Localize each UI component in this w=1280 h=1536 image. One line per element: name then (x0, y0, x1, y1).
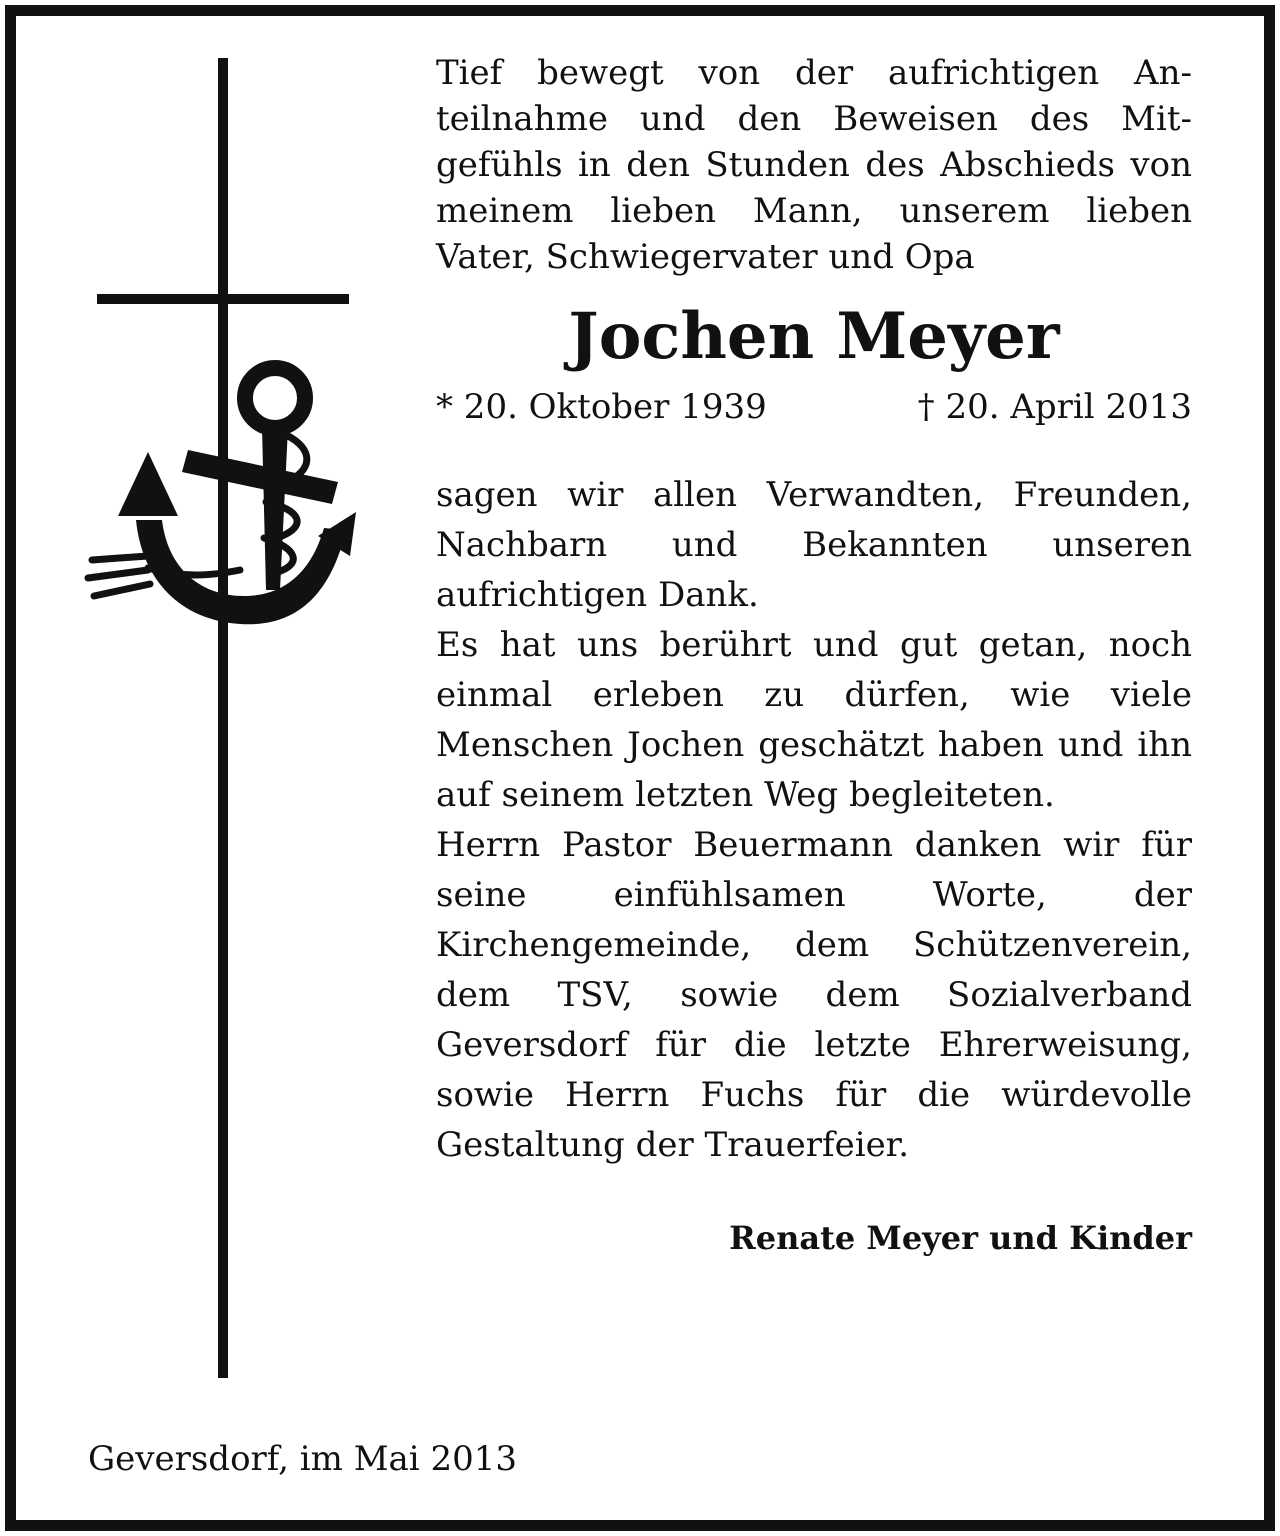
signature: Renate Meyer und Kinder (729, 1219, 1192, 1257)
anchor-ring (245, 368, 305, 428)
cross-anchor-icon (70, 50, 370, 1390)
place-and-date: Geversdorf, im Mai 2013 (88, 1439, 518, 1479)
deceased-name: Jochen Meyer (568, 299, 1060, 374)
anchor-left-fluke (118, 452, 178, 516)
life-dates (436, 384, 1192, 430)
notice-body (436, 50, 1192, 1260)
anchor-stock (182, 450, 338, 504)
cross-horizontal-beam (97, 294, 349, 304)
intro-text: Tief bewegt von der aufrichtigen Anteilnahme und den Beweisen des Mitgefühls in den Stunden des Abschieds von meinem lieben Mann, unserem lieben Vater, Schwiegervater und Opa (436, 53, 1192, 277)
birth-date: * 20. Oktober 1939 (436, 387, 767, 427)
thanks-paragraph-3: Herrn Pastor Beuermann danken wir für seine einfühlsamen Worte, der Kirchengemeinde, dem Schützenverein, dem TSV, sowie dem Sozialverband Geversdorf für die letzte Ehrerweisung, sowie Herrn Fuchs für die würdevolle Gestaltung der Trauerfeier. (436, 825, 1192, 1165)
thanks-paragraph-1: sagen wir allen Verwandten, Freunden, Nachbarn und Bekannten unseren aufrichtigen Dank. (436, 475, 1192, 615)
death-date: † 20. April 2013 (917, 387, 1192, 427)
thanks-paragraph-2: Es hat uns berührt und gut getan, noch einmal erleben zu dürfen, wie viele Menschen Jochen geschätzt haben und ihn auf seinem letzten Weg begleiteten. (436, 625, 1192, 815)
cross-vertical-beam (218, 58, 228, 1378)
